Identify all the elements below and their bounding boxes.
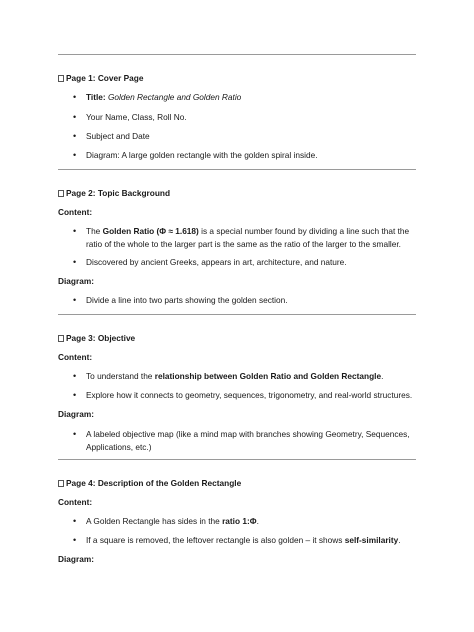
content-label: Content:	[58, 497, 93, 507]
list-item: A labeled objective map (like a mind map with branches showing Geometry, Sequences, Applications, etc.)	[86, 429, 410, 452]
section-heading	[58, 72, 143, 84]
bullet: •	[73, 112, 77, 122]
item-bold-text: self-similarity	[344, 535, 399, 545]
section-heading-text: Page 4: Description of the Golden Rectangle	[66, 478, 242, 488]
missing-glyph-icon	[58, 480, 64, 487]
section-divider	[58, 54, 416, 55]
bullet: •	[73, 226, 77, 236]
diagram-label: Diagram:	[58, 554, 94, 564]
diagram-label: Diagram:	[58, 409, 94, 419]
section-divider	[58, 459, 416, 460]
section-heading	[58, 187, 170, 199]
item-text: Golden Rectangle and Golden Ratio	[105, 92, 242, 102]
list-item: Subject and Date	[86, 131, 150, 141]
item-text: The	[86, 226, 103, 236]
item-text: .	[256, 516, 259, 526]
item-text: A Golden Rectangle has sides in the	[86, 516, 223, 526]
content-label: Content:	[58, 352, 93, 362]
bullet: •	[73, 429, 77, 439]
diagram-label: Diagram:	[58, 276, 94, 286]
section-divider	[58, 314, 416, 315]
item-text: If a square is removed, the leftover rectangle is also golden – it shows	[86, 535, 345, 545]
missing-glyph-icon	[58, 75, 64, 82]
list-item: Diagram: A large golden rectangle with the golden spiral inside.	[86, 150, 318, 160]
section-heading-text: Page 2: Topic Background	[66, 188, 171, 198]
item-text: .	[398, 535, 401, 545]
bullet: •	[73, 92, 77, 102]
item-text: To understand the	[86, 371, 155, 381]
section-divider	[58, 169, 416, 170]
list-item	[86, 370, 383, 382]
bullet: •	[73, 535, 77, 545]
item-text: is a special number found by dividing a line such that the ratio of the whole to the larger part is the same as the ratio of the larger to the smaller.	[86, 226, 410, 249]
bullet: •	[73, 516, 77, 526]
bullet: •	[73, 371, 77, 381]
item-bold-text: ratio 1:Φ	[222, 516, 257, 526]
content-label: Content:	[58, 207, 93, 217]
list-item	[86, 225, 416, 250]
section-heading	[58, 332, 135, 344]
bullet: •	[73, 295, 77, 305]
bullet: •	[73, 390, 77, 400]
bullet: •	[73, 150, 77, 160]
bullet: •	[73, 131, 77, 141]
list-item: Discovered by ancient Greeks, appears in art, architecture, and nature.	[86, 257, 347, 267]
missing-glyph-icon	[58, 335, 64, 342]
section-heading-text: Page 3: Objective	[66, 333, 136, 343]
list-item	[86, 91, 241, 103]
section-heading	[58, 477, 241, 489]
list-item: Your Name, Class, Roll No.	[86, 112, 187, 122]
item-text: .	[381, 371, 384, 381]
item-label: Title:	[86, 92, 106, 102]
list-item: Divide a line into two parts showing the golden section.	[86, 295, 288, 305]
item-bold-text: Golden Ratio (Φ ≈ 1.618)	[102, 226, 199, 236]
list-item	[86, 515, 259, 527]
item-bold-text: relationship between Golden Ratio and Golden Rectangle	[154, 371, 382, 381]
list-item: Explore how it connects to geometry, sequences, trigonometry, and real-world structures.	[86, 390, 413, 400]
missing-glyph-icon	[58, 190, 64, 197]
bullet: •	[73, 257, 77, 267]
list-item	[86, 534, 401, 546]
section-heading-text: Page 1: Cover Page	[66, 73, 144, 83]
